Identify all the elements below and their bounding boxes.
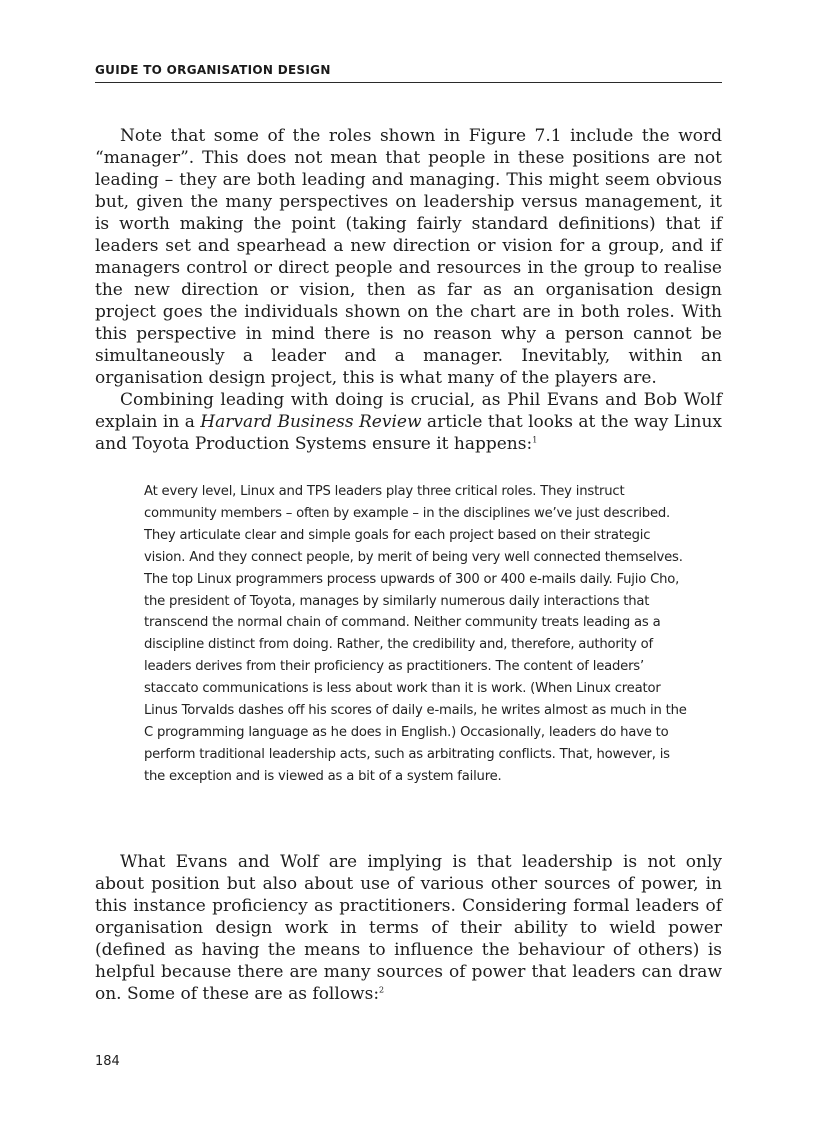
footnote-ref-1: 1 [532, 435, 538, 445]
footnote-ref-2: 2 [379, 985, 385, 995]
body-text-top [95, 125, 722, 455]
paragraph-3 [95, 851, 722, 1005]
paragraph-1: Note that some of the roles shown in Figure 7.1 include the word “manager”. This does not mean that people in these positions are not leading – they are both leading and managing. This might seem obvious but, given the many perspectives on leadership versus management, it is worth making the point (taking fairly standard definitions) that if leaders set and spearhead a new direction or vision for a group, and if managers control or direct people and resources in the group to realise the new direction or vision, then as far as an organisation design project goes the individuals shown on the chart are in both roles. With this perspective in mind there is no reason why a person cannot be simultaneously a leader and a manager. Inevitably, within an organisation design project, this is what many of the players are. [95, 126, 722, 388]
block-quote-text: At every level, Linux and TPS leaders play three critical roles. They instruct community members – often by example – in the disciplines we’ve just described. They articulate clear and simple goals for each project based on their strategic vision. And they connect people, by merit of being very well connected themselves. The top Linux programmers process upwards of 300 or 400 e-mails daily. Fujio Cho, the president of Toyota, manages by similarly numerous daily interactions that transcend the normal chain of command. Neither community treats leading as a discipline distinct from doing. Rather, the credibility and, therefore, authority of leaders derives from their proficiency as practitioners. The content of leaders’ staccato communications is less about work than it is work. (When Linux creator Linus Torvalds dashes off his scores of daily e-mails, he writes almost as much in the C programming language as he does in English.) Occasionally, leaders do have to perform traditional leadership acts, such as arbitrating conflicts. That, however, is the exception and is viewed as a bit of a system failure. [144, 484, 687, 784]
body-text-bottom [95, 851, 722, 1005]
page-number: 184 [95, 1054, 120, 1069]
running-head: GUIDE TO ORGANISATION DESIGN [95, 63, 722, 83]
journal-title: Harvard Business Review [200, 412, 422, 432]
paragraph-2 [95, 389, 722, 455]
block-quote [144, 481, 689, 788]
paragraph-2-tail: article that looks at the way Linux and Toyota Production Systems ensure it happens: [95, 412, 722, 454]
paragraph-2-lead: Combining leading with doing is crucial, as Phil Evans and Bob Wolf explain in a [95, 390, 722, 432]
paragraph-3-text: What Evans and Wolf are implying is that leadership is not only about position but also about use of various other sources of power, in this instance proficiency as practitioners. Considering formal leaders of organisation design work in terms of their ability to wield power (defined as having the means to influence the behaviour of others) is helpful because there are many sources of power that leaders can draw on. Some of these are as follows: [95, 852, 722, 1004]
